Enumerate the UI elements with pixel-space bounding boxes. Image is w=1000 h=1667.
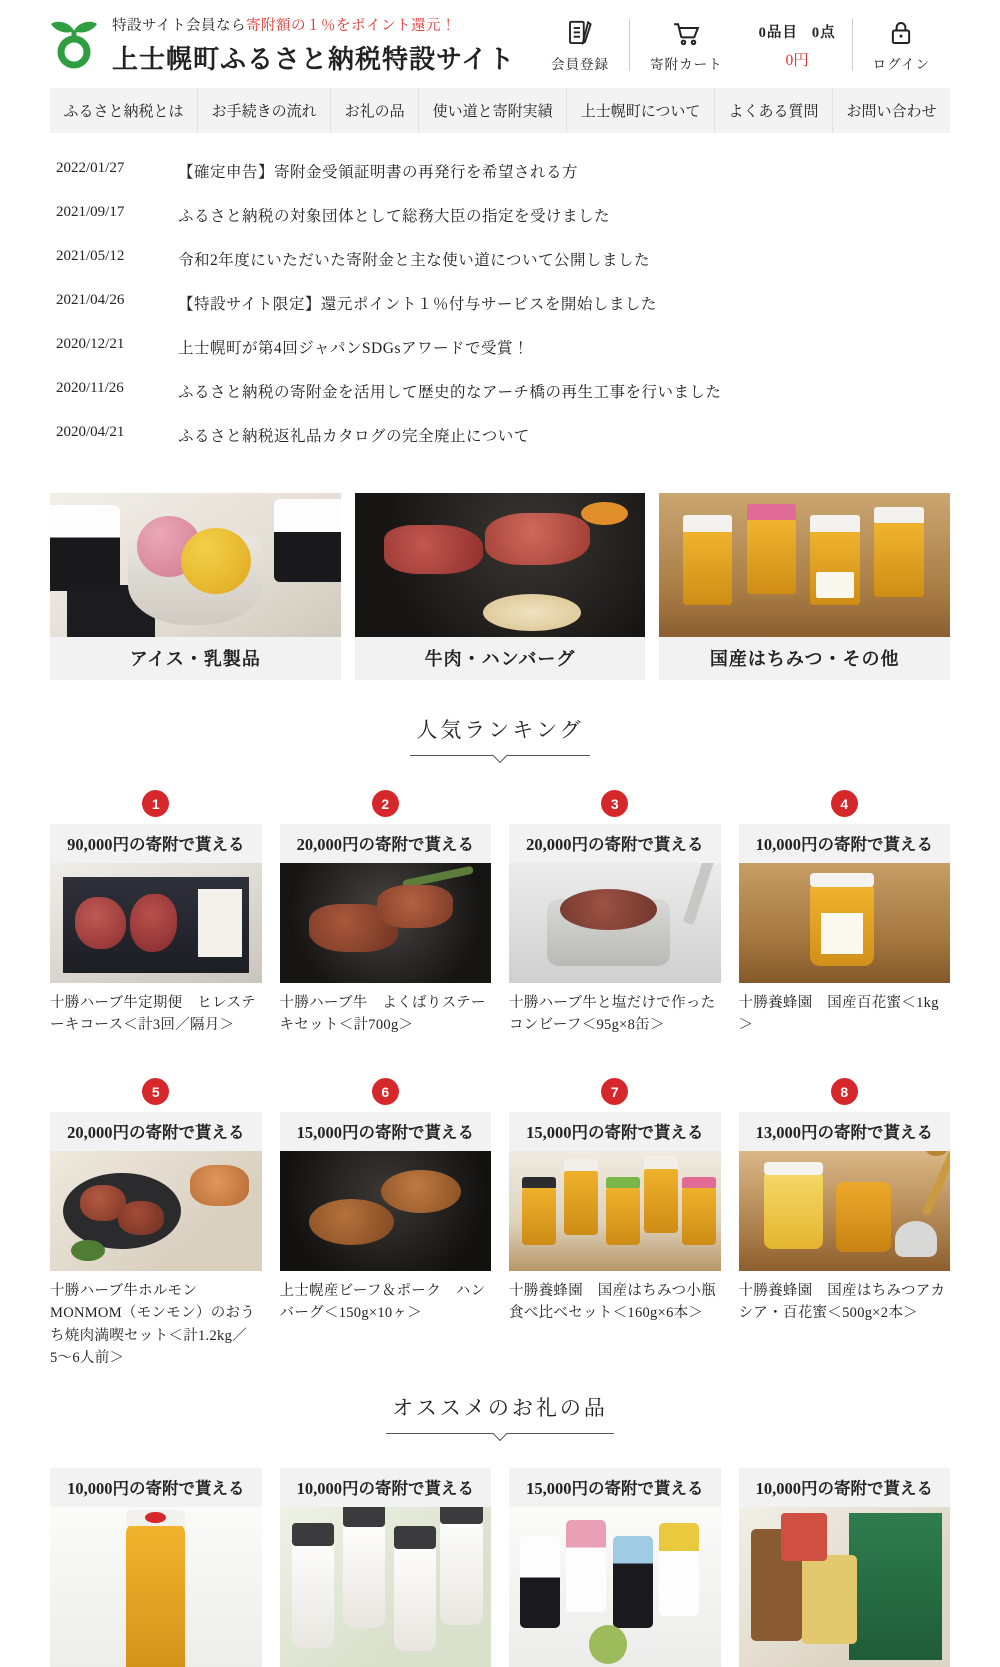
rank-badge: 8: [831, 1078, 858, 1105]
ranking-item-8[interactable]: [739, 1078, 951, 1370]
category-image-beef: [355, 493, 646, 637]
category-honey-other[interactable]: [659, 493, 950, 680]
ranking-item-2[interactable]: [280, 790, 492, 1038]
member-register-button[interactable]: [531, 18, 629, 73]
product-image: [509, 1151, 721, 1271]
rank-badge: 6: [372, 1078, 399, 1105]
product-image: [280, 1151, 492, 1271]
news-title: 【確定申告】寄附金受領証明書の再発行を希望される方: [178, 164, 579, 181]
ranking-item-5[interactable]: [50, 1078, 262, 1370]
product-name: 十勝ハーブ牛 よくばりステーキセット＜計700g＞: [279, 995, 486, 1034]
lock-icon: [886, 18, 916, 48]
nav-item-usage[interactable]: 使い道と寄附実績: [418, 88, 566, 133]
site-header: [50, 0, 950, 88]
product-image: [280, 1507, 492, 1667]
price-banner: 20,000円の寄附で貰える: [509, 824, 721, 863]
product-image: [50, 1507, 262, 1667]
ranking-item-3[interactable]: [509, 790, 721, 1038]
news-title: ふるさと納税の対象団体として総務大臣の指定を受けました: [178, 208, 611, 225]
ranking-section-title: 人気ランキング: [410, 714, 589, 756]
nav-item-about-town[interactable]: 上士幌町について: [566, 88, 714, 133]
news-date: 2021/05/12: [56, 248, 125, 264]
nav-item-gifts[interactable]: お礼の品: [330, 88, 418, 133]
product-image: [739, 1151, 951, 1271]
recommended-section-title: オススメのお礼の品: [386, 1392, 614, 1434]
cart-icon: [671, 18, 701, 48]
category-banners: [50, 493, 950, 680]
recommended-grid: [50, 1468, 950, 1667]
news-date: 2022/01/27: [56, 160, 125, 176]
price-banner: 90,000円の寄附で貰える: [50, 824, 262, 863]
product-name: 上士幌産ビーフ＆ポーク ハンバーグ＜150g×10ヶ＞: [279, 1283, 486, 1322]
ranking-item-1[interactable]: [50, 790, 262, 1038]
recommended-item-3[interactable]: [509, 1468, 721, 1667]
rank-badge: 4: [831, 790, 858, 817]
cart-amount: 0円: [785, 51, 809, 69]
rank-badge: 3: [601, 790, 628, 817]
price-banner: 10,000円の寄附で貰える: [50, 1468, 262, 1507]
tagline: 特設サイト会員なら寄附額の１％をポイント還元！: [112, 18, 456, 34]
nav-item-about-furusato[interactable]: ふるさと納税とは: [63, 104, 184, 120]
product-name: 十勝養蜂園 国産百花蜜＜1kg＞: [738, 995, 939, 1034]
ranking-grid: [50, 790, 950, 1370]
category-image-honey: [659, 493, 950, 637]
recommended-item-1[interactable]: [50, 1468, 262, 1667]
cart-button[interactable]: [630, 18, 743, 73]
news-item[interactable]: [50, 369, 950, 413]
product-name: 十勝ハーブ牛定期便 ヒレステーキコース＜計3回／隔月＞: [50, 995, 256, 1034]
cart-label: 寄附カート: [650, 56, 723, 72]
rank-badge: 7: [601, 1078, 628, 1105]
ranking-item-6[interactable]: [280, 1078, 492, 1370]
product-image: [50, 1151, 262, 1271]
news-title: 令和2年度にいただいた寄附金と主な使い道について公開しました: [178, 252, 650, 269]
news-date: 2021/09/17: [56, 204, 125, 220]
member-register-label: 会員登録: [551, 56, 610, 72]
product-name: 十勝ハーブ牛と塩だけで作ったコンビーフ＜95g×8缶＞: [509, 995, 716, 1034]
product-name: 十勝養蜂園 国産はちみつ小瓶食べ比べセット＜160g×6本＞: [509, 1283, 716, 1322]
news-title: 【特設サイト限定】還元ポイント１％付与サービスを開始しました: [178, 296, 657, 313]
category-label: アイス・乳製品: [50, 637, 341, 680]
category-image-ice: [50, 493, 341, 637]
product-image: [739, 1507, 951, 1667]
news-date: 2020/11/26: [56, 380, 124, 396]
rank-badge: 1: [142, 790, 169, 817]
news-item[interactable]: [50, 193, 950, 237]
price-banner: 15,000円の寄附で貰える: [280, 1112, 492, 1151]
ranking-item-4[interactable]: [739, 790, 951, 1038]
category-beef-hamburg[interactable]: [355, 493, 646, 680]
product-image: [280, 863, 492, 983]
news-item[interactable]: [50, 237, 950, 281]
tagline-highlight: 寄附額の１％をポイント還元！: [245, 18, 456, 34]
site-title[interactable]: 上士幌町ふるさと納税特設サイト: [112, 45, 516, 74]
product-image: [50, 863, 262, 983]
news-title: ふるさと納税返礼品カタログの完全廃止について: [178, 428, 530, 445]
kamishihoro-crest-icon: [50, 19, 98, 71]
main-nav: [50, 88, 950, 133]
price-banner: 10,000円の寄附で貰える: [280, 1468, 492, 1507]
register-document-icon: [565, 18, 595, 48]
product-name: 十勝養蜂園 国産はちみつアカシア・百花蜜＜500g×2本＞: [738, 1283, 946, 1322]
price-banner: 13,000円の寄附で貰える: [739, 1112, 951, 1151]
price-banner: 15,000円の寄附で貰える: [509, 1112, 721, 1151]
login-label: ログイン: [872, 56, 930, 72]
news-date: 2021/04/26: [56, 292, 125, 308]
product-image: [509, 863, 721, 983]
ranking-item-7[interactable]: [509, 1078, 721, 1370]
price-banner: 20,000円の寄附で貰える: [280, 824, 492, 863]
category-label: 国産はちみつ・その他: [659, 637, 950, 680]
product-image: [509, 1507, 721, 1667]
news-item[interactable]: [50, 325, 950, 369]
price-banner: 20,000円の寄附で貰える: [50, 1112, 262, 1151]
price-banner: 10,000円の寄附で貰える: [739, 1468, 951, 1507]
rank-badge: 2: [372, 790, 399, 817]
nav-item-contact[interactable]: お問い合わせ: [832, 88, 950, 133]
news-item[interactable]: [50, 413, 950, 457]
price-banner: 15,000円の寄附で貰える: [509, 1468, 721, 1507]
news-list: [50, 149, 950, 457]
category-ice-dairy[interactable]: [50, 493, 341, 680]
rank-badge: 5: [142, 1078, 169, 1105]
cart-item-count: 0品目: [758, 24, 798, 41]
product-name: 十勝ハーブ牛ホルモンMONMOM（モンモン）のおうち焼肉満喫セット＜計1.2kg／5〜6人前＞: [50, 1283, 256, 1367]
news-title: 上士幌町が第4回ジャパンSDGsアワードで受賞！: [178, 340, 529, 357]
cart-point-count: 0点: [811, 24, 836, 41]
category-label: 牛肉・ハンバーグ: [355, 637, 646, 680]
recommended-item-2[interactable]: [280, 1468, 492, 1667]
nav-item-procedure[interactable]: お手続きの流れ: [197, 88, 330, 133]
login-button[interactable]: [853, 18, 950, 73]
news-date: 2020/04/21: [56, 424, 125, 440]
news-date: 2020/12/21: [56, 336, 125, 352]
nav-item-faq[interactable]: よくある質問: [714, 88, 832, 133]
news-item[interactable]: [50, 281, 950, 325]
recommended-item-4[interactable]: [739, 1468, 951, 1667]
product-image: [739, 863, 951, 983]
news-title: ふるさと納税の寄附金を活用して歴史的なアーチ橋の再生工事を行いました: [178, 384, 722, 401]
cart-summary: [743, 21, 852, 70]
chevron-down-icon: [493, 1427, 507, 1441]
news-item[interactable]: [50, 149, 950, 193]
price-banner: 10,000円の寄附で貰える: [739, 824, 951, 863]
chevron-down-icon: [493, 749, 507, 763]
town-logo: [50, 19, 98, 71]
